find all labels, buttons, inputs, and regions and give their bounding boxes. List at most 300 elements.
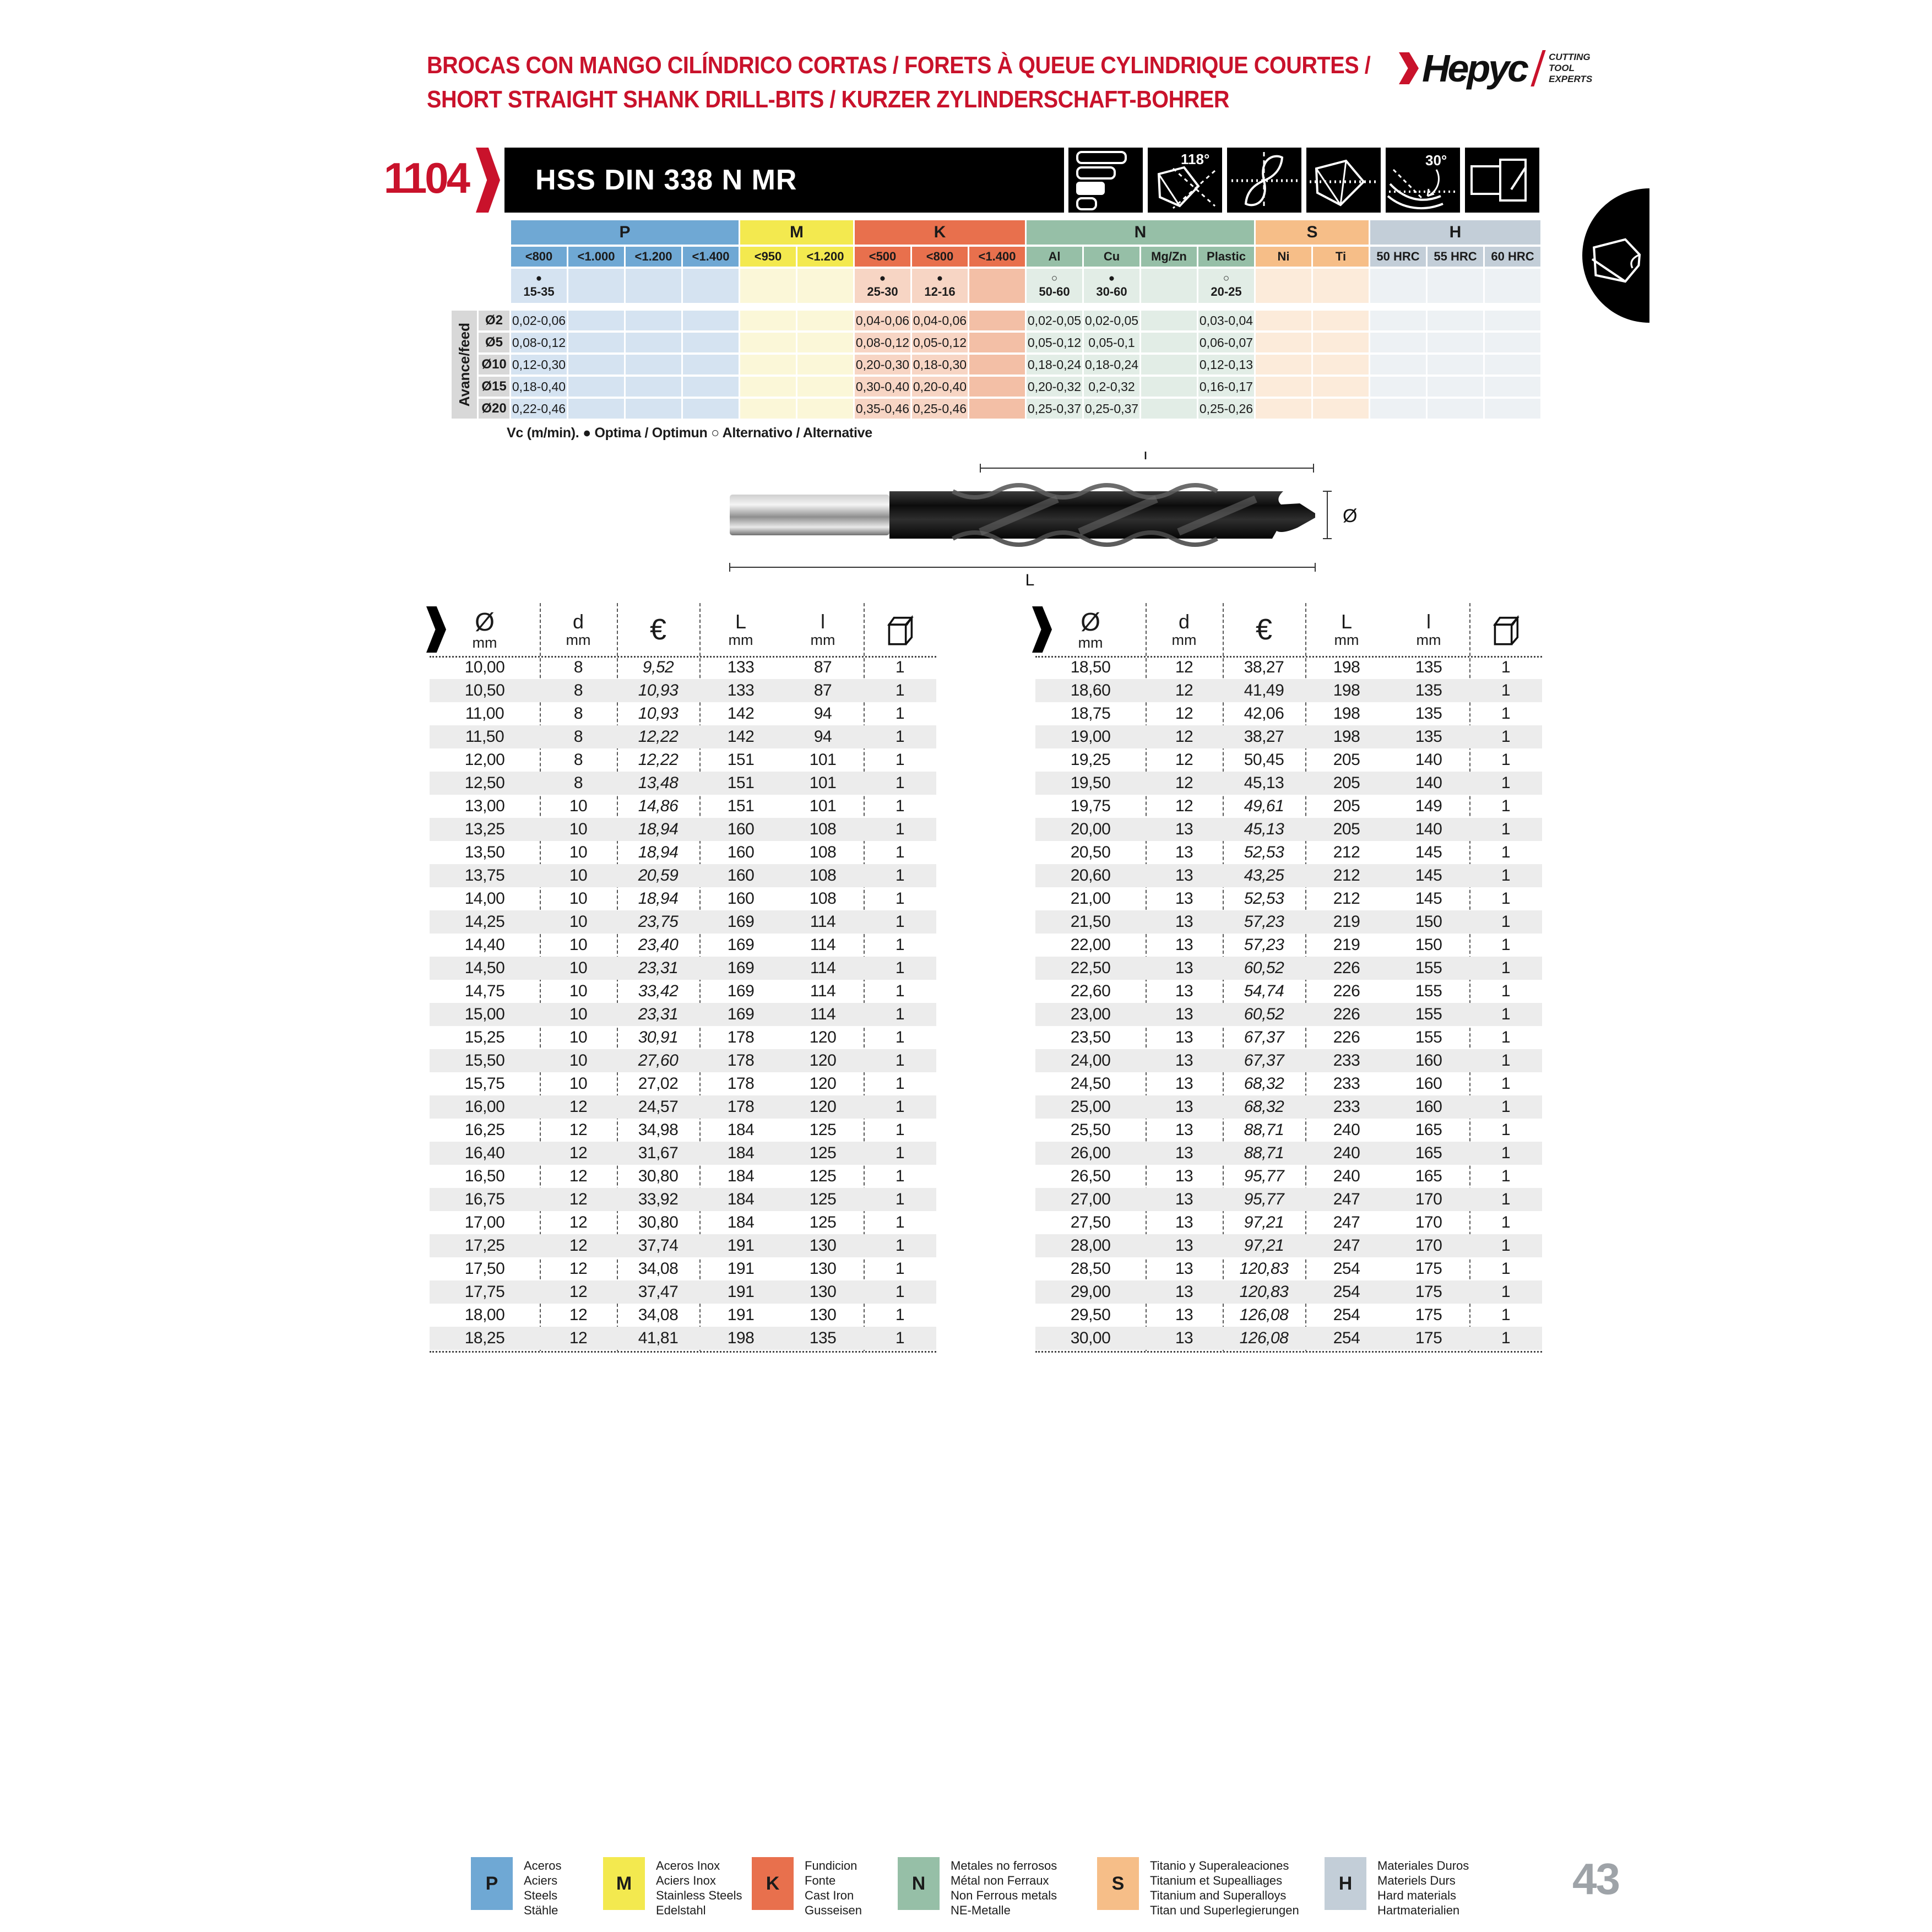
feed-cell: 0,06-0,07: [1198, 333, 1254, 352]
cell-pack-qty: 1: [895, 1144, 905, 1162]
cell-flute-length: 140: [1415, 774, 1442, 792]
cell-shank: 13: [1175, 982, 1193, 1000]
table-row: [430, 1049, 936, 1072]
table-row: [1035, 725, 1542, 748]
feed-cell: [1256, 377, 1311, 397]
feed-cell: [740, 333, 796, 352]
table-row: [430, 1211, 936, 1234]
cell-flute-length: 145: [1415, 866, 1442, 884]
cell-price: 23,75: [638, 913, 679, 931]
cell-flute-length: 140: [1415, 820, 1442, 838]
cell-total-length: 191: [727, 1260, 755, 1278]
cell-flute-length: 145: [1415, 889, 1442, 908]
feed-cell: [1428, 399, 1483, 419]
cell-price: 42,06: [1244, 704, 1284, 723]
feed-cell: [683, 333, 739, 352]
feed-cell: 0,05-0,12: [1027, 333, 1082, 352]
table-row: [1035, 934, 1542, 957]
feed-cell: [740, 311, 796, 330]
cell-flute-length: 101: [809, 751, 837, 769]
cell-flute-length: 165: [1415, 1121, 1442, 1139]
table-row: [430, 679, 936, 702]
feed-cell: [1485, 311, 1540, 330]
col-header-flute-length: l mm: [810, 610, 835, 648]
table-row: [1035, 1142, 1542, 1165]
cell-pack-qty: 1: [1501, 1260, 1511, 1278]
cell-price: 33,92: [638, 1190, 679, 1208]
feed-cell: 0,18-0,24: [1084, 355, 1139, 375]
cell-price: 68,32: [1244, 1074, 1284, 1093]
cell-pack-qty: 1: [895, 843, 905, 861]
material-name-line: Cast Iron: [805, 1888, 854, 1902]
cell-flute-length: 140: [1415, 751, 1442, 769]
cell-total-length: 142: [727, 728, 755, 746]
speed-col-N-Mg/Zn: Mg/Zn: [1141, 247, 1197, 267]
feed-cell: [1313, 311, 1369, 330]
cell-pack-qty: 1: [895, 1306, 905, 1324]
cell-price: 41,49: [1244, 681, 1284, 699]
cell-price: 23,40: [638, 936, 679, 954]
cell-flute-length: 130: [809, 1260, 837, 1278]
cell-total-length: 205: [1333, 774, 1360, 792]
cell-pack-qty: 1: [1501, 1028, 1511, 1046]
cell-diameter: 26,00: [1070, 1144, 1111, 1162]
cell-pack-qty: 1: [1501, 959, 1511, 977]
price-table-header: [1035, 603, 1542, 656]
brand-logo: [1399, 46, 1592, 90]
cell-total-length: 133: [727, 658, 755, 676]
feed-cell: [1485, 333, 1540, 352]
material-name-line: Titanium and Superalloys: [1150, 1888, 1287, 1902]
table-row: [430, 1003, 936, 1026]
cell-flute-length: 155: [1415, 1005, 1442, 1023]
cell-price: 50,45: [1244, 751, 1284, 769]
table-row: [1035, 795, 1542, 818]
table-row: [430, 887, 936, 910]
cell-price: 10,93: [638, 704, 679, 723]
drill-shank: [730, 495, 889, 535]
cell-pack-qty: 1: [895, 820, 905, 838]
cell-flute-length: 125: [809, 1213, 837, 1231]
col-header-shank: d mm: [566, 610, 591, 648]
cell-shank: 8: [573, 658, 583, 676]
feed-cell: 0,25-0,37: [1027, 399, 1082, 419]
cell-pack-qty: 1: [895, 1236, 905, 1255]
cell-shank: 13: [1175, 913, 1193, 931]
cell-pack-qty: 1: [895, 774, 905, 792]
cell-shank: 10: [569, 866, 588, 884]
cell-pack-qty: 1: [1501, 1121, 1511, 1139]
cell-diameter: 15,25: [464, 1028, 505, 1046]
brand-tagline: [1549, 52, 1592, 85]
vc-range: 30-60: [1096, 284, 1127, 299]
cell-flute-length: 125: [809, 1167, 837, 1185]
cell-total-length: 184: [727, 1190, 755, 1208]
cell-diameter: 11,00: [465, 704, 504, 723]
cell-flute-length: 170: [1415, 1236, 1442, 1255]
cell-pack-qty: 1: [895, 1190, 905, 1208]
cell-pack-qty: 1: [895, 1074, 905, 1093]
cell-price: 37,47: [638, 1283, 679, 1301]
feed-cell: [568, 355, 624, 375]
cell-price: 13,48: [638, 774, 679, 792]
cell-shank: 8: [573, 728, 583, 746]
feed-cell: [1428, 377, 1483, 397]
speed-col-M-<1.200: <1.200: [797, 247, 853, 267]
material-names: [524, 1857, 561, 1918]
vc-mark: ○: [1051, 272, 1058, 284]
cell-shank: 12: [1175, 658, 1193, 676]
cell-shank: 10: [569, 982, 588, 1000]
table-row: [430, 1188, 936, 1211]
table-row: [1035, 818, 1542, 841]
cell-flute-length: 155: [1415, 982, 1442, 1000]
cell-total-length: 198: [1333, 658, 1360, 676]
feed-cell: [969, 377, 1025, 397]
table-row: [1035, 1049, 1542, 1072]
cell-price: 67,37: [1244, 1051, 1284, 1070]
feed-cell: [1370, 355, 1426, 375]
cell-flute-length: 125: [809, 1190, 837, 1208]
cell-price: 27,02: [638, 1074, 679, 1093]
cell-price: 34,08: [638, 1260, 679, 1278]
vc-mark: ○: [1223, 272, 1230, 284]
cell-total-length: 184: [727, 1144, 755, 1162]
feed-cell: [797, 399, 853, 419]
cell-price: 95,77: [1244, 1190, 1284, 1208]
cell-pack-qty: 1: [1501, 1051, 1511, 1070]
cell-flute-length: 87: [813, 681, 832, 699]
vc-cell: [1141, 269, 1197, 303]
cell-shank: 12: [569, 1121, 588, 1139]
cell-total-length: 212: [1333, 889, 1360, 908]
cell-diameter: 19,50: [1070, 774, 1111, 792]
vc-cell: [912, 269, 968, 303]
cell-pack-qty: 1: [1501, 820, 1511, 838]
table-row: [430, 1280, 936, 1304]
cell-total-length: 212: [1333, 866, 1360, 884]
cell-total-length: 205: [1333, 820, 1360, 838]
cell-pack-qty: 1: [895, 658, 905, 676]
cell-price: 23,31: [638, 959, 679, 977]
speed-col-H-55 HRC: 55 HRC: [1428, 247, 1483, 267]
material-legend-M: [603, 1857, 742, 1918]
col-header-flute-length: l mm: [1416, 610, 1441, 648]
cell-shank: 8: [573, 681, 583, 699]
flute-length-label: l: [1143, 452, 1148, 463]
feed-cell: 0,25-0,26: [1198, 399, 1254, 419]
feed-cell: 0,02-0,05: [1084, 311, 1139, 330]
cell-diameter: 14,75: [464, 982, 505, 1000]
col-header-pack: [864, 612, 936, 647]
cell-total-length: 191: [727, 1236, 755, 1255]
page-title-line2: SHORT STRAIGHT SHANK DRILL-BITS / KURZER ZYLINDERSCHAFT-BOHRER: [427, 86, 1230, 113]
feed-cell: 0,08-0,12: [855, 333, 910, 352]
feed-cell: 0,30-0,40: [855, 377, 910, 397]
cell-pack-qty: 1: [1501, 1306, 1511, 1324]
cell-flute-length: 150: [1415, 936, 1442, 954]
feed-cell: [1141, 399, 1197, 419]
total-length-label: L: [1025, 571, 1035, 587]
cell-pack-qty: 1: [895, 1329, 905, 1347]
feed-cell: 0,20-0,32: [1027, 377, 1082, 397]
cell-shank: 13: [1175, 959, 1193, 977]
feed-row-label: Ø5: [479, 333, 509, 352]
table-row: [430, 1072, 936, 1095]
cell-shank: 13: [1175, 1144, 1193, 1162]
feed-cell: [797, 333, 853, 352]
cell-total-length: 169: [727, 1005, 755, 1023]
cell-total-length: 233: [1333, 1051, 1360, 1070]
feed-cell: [626, 377, 681, 397]
feed-cell: 0,02-0,06: [511, 311, 567, 330]
speed-col-P-<1.000: <1.000: [568, 247, 624, 267]
cell-flute-length: 114: [810, 982, 836, 1000]
cell-pack-qty: 1: [1501, 1098, 1511, 1116]
cell-diameter: 15,75: [464, 1074, 505, 1093]
table-row: [1035, 748, 1542, 772]
cell-price: 34,98: [638, 1121, 679, 1139]
speed-col-H-60 HRC: 60 HRC: [1485, 247, 1540, 267]
cell-shank: 13: [1175, 1329, 1193, 1347]
col-header-pack: [1469, 612, 1542, 647]
brand-tagline-line2: TOOL: [1549, 63, 1575, 73]
speed-col-N-Al: Al: [1027, 247, 1082, 267]
feed-cell: [626, 311, 681, 330]
material-group-N: N: [1027, 220, 1254, 245]
feed-cell: 0,20-0,40: [912, 377, 968, 397]
table-bottom-divider: [430, 1351, 936, 1353]
material-swatch-S: S: [1097, 1857, 1139, 1910]
cell-price: 67,37: [1244, 1028, 1284, 1046]
feed-cell: [1485, 377, 1540, 397]
table-row: [1035, 1211, 1542, 1234]
cell-diameter: 23,00: [1070, 1005, 1111, 1023]
cell-total-length: 205: [1333, 797, 1360, 815]
feed-cell: 0,02-0,05: [1027, 311, 1082, 330]
cell-diameter: 24,00: [1070, 1051, 1111, 1070]
material-name-line: Aceros Inox: [656, 1859, 720, 1873]
cell-flute-length: 101: [809, 797, 837, 815]
cell-shank: 13: [1175, 1260, 1193, 1278]
material-name-line: Titanio y Superaleaciones: [1150, 1859, 1289, 1873]
cell-flute-length: 120: [809, 1051, 837, 1070]
feed-cell: 0,20-0,30: [855, 355, 910, 375]
cell-diameter: 17,75: [464, 1283, 505, 1301]
feed-row-label: Ø2: [479, 311, 509, 330]
cell-shank: 10: [569, 1028, 588, 1046]
feed-cell: 0,04-0,06: [912, 311, 968, 330]
cell-flute-length: 114: [810, 936, 836, 954]
helix-angle-30-icon: [1386, 148, 1460, 213]
feed-axis-label: [452, 311, 477, 419]
feed-row-label: Ø15: [479, 377, 509, 397]
material-name-line: Materiales Duros: [1377, 1859, 1469, 1873]
cell-diameter: 19,75: [1070, 797, 1111, 815]
cell-flute-length: 114: [810, 913, 836, 931]
cell-flute-length: 165: [1415, 1144, 1442, 1162]
feed-axis-label-text: Avance/feed: [455, 322, 473, 407]
table-row: [430, 841, 936, 864]
cell-pack-qty: 1: [895, 1121, 905, 1139]
table-row: [430, 957, 936, 980]
table-row: [1035, 1327, 1542, 1350]
table-row: [1035, 1280, 1542, 1304]
cell-price: 38,27: [1244, 728, 1284, 746]
vc-cell: [969, 269, 1025, 303]
material-name-line: NE-Metalle: [951, 1903, 1011, 1917]
speed-col-H-50 HRC: 50 HRC: [1370, 247, 1426, 267]
cell-pack-qty: 1: [895, 1098, 905, 1116]
cell-shank: 12: [569, 1098, 588, 1116]
page-title: [427, 48, 1370, 117]
speed-col-P-<1.400: <1.400: [683, 247, 739, 267]
cell-pack-qty: 1: [895, 1028, 905, 1046]
cell-shank: 12: [1175, 728, 1193, 746]
cell-total-length: 151: [727, 751, 755, 769]
feed-cell: 0,03-0,04: [1198, 311, 1254, 330]
price-table-left: [430, 603, 936, 1356]
box-icon: [1488, 612, 1523, 647]
material-swatch-N: N: [898, 1857, 940, 1910]
table-row: [430, 1142, 936, 1165]
cell-total-length: 233: [1333, 1074, 1360, 1093]
cell-flute-length: 175: [1415, 1329, 1442, 1347]
feed-cell: [1256, 399, 1311, 419]
cell-shank: 12: [569, 1260, 588, 1278]
cell-diameter: 14,25: [464, 913, 505, 931]
cell-diameter: 18,00: [464, 1306, 505, 1324]
cell-price: 126,08: [1239, 1306, 1289, 1324]
cell-pack-qty: 1: [1501, 936, 1511, 954]
cell-pack-qty: 1: [895, 913, 905, 931]
table-row: [430, 748, 936, 772]
table-row: [430, 818, 936, 841]
cell-pack-qty: 1: [895, 982, 905, 1000]
cell-shank: 13: [1175, 1306, 1193, 1324]
brand-chevron-icon: [1399, 52, 1419, 84]
cell-shank: 10: [569, 959, 588, 977]
vc-cell: [683, 269, 739, 303]
cell-price: 68,32: [1244, 1098, 1284, 1116]
table-row: [1035, 887, 1542, 910]
speed-col-M-<950: <950: [740, 247, 796, 267]
cell-flute-length: 135: [1415, 728, 1442, 746]
vc-cell: [1370, 269, 1426, 303]
material-name-line: Titan und Superlegierungen: [1150, 1903, 1299, 1917]
vc-cell: [511, 269, 567, 303]
table-row: [430, 702, 936, 725]
cell-flute-length: 87: [813, 658, 832, 676]
cell-price: 23,31: [638, 1005, 679, 1023]
cell-shank: 10: [569, 820, 588, 838]
feed-cell: 0,12-0,13: [1198, 355, 1254, 375]
cell-total-length: 212: [1333, 843, 1360, 861]
cell-flute-length: 108: [809, 889, 837, 908]
cell-price: 126,08: [1239, 1329, 1289, 1347]
drill-figure: [721, 452, 1371, 589]
feed-cell: [740, 355, 796, 375]
feed-cell: [1141, 355, 1197, 375]
cell-diameter: 25,00: [1070, 1098, 1111, 1116]
edge-tab-drill-icon: [1586, 220, 1646, 291]
cell-diameter: 15,00: [464, 1005, 505, 1023]
cell-price: 57,23: [1244, 913, 1284, 931]
cell-price: 12,22: [638, 728, 679, 746]
cell-pack-qty: 1: [895, 797, 905, 815]
cell-flute-length: 160: [1415, 1098, 1442, 1116]
table-row: [1035, 1234, 1542, 1257]
cell-shank: 10: [569, 843, 588, 861]
cell-shank: 10: [569, 1051, 588, 1070]
cell-total-length: 169: [727, 913, 755, 931]
cell-flute-length: 108: [809, 820, 837, 838]
speed-col-K-<800: <800: [912, 247, 968, 267]
feed-cell: [740, 377, 796, 397]
vc-mark: ●: [879, 272, 886, 284]
material-name-line: Non Ferrous metals: [951, 1888, 1057, 1902]
cell-flute-length: 150: [1415, 913, 1442, 931]
cell-flute-length: 120: [809, 1074, 837, 1093]
feed-cell: [626, 399, 681, 419]
speed-col-P-<1.200: <1.200: [626, 247, 681, 267]
cell-flute-length: 130: [809, 1283, 837, 1301]
feed-cell: [626, 333, 681, 352]
cell-price: 49,61: [1244, 797, 1284, 815]
cell-shank: 8: [573, 751, 583, 769]
cell-flute-length: 120: [809, 1098, 837, 1116]
cell-flute-length: 101: [809, 774, 837, 792]
cell-total-length: 151: [727, 774, 755, 792]
cell-pack-qty: 1: [895, 751, 905, 769]
vc-cell: [1428, 269, 1483, 303]
cell-total-length: 219: [1333, 913, 1360, 931]
cell-price: 45,13: [1244, 820, 1284, 838]
cell-total-length: 226: [1333, 982, 1360, 1000]
cell-pack-qty: 1: [895, 681, 905, 699]
table-row: [1035, 1304, 1542, 1327]
cell-diameter: 29,50: [1070, 1306, 1111, 1324]
cell-flute-length: 135: [1415, 658, 1442, 676]
cell-diameter: 13,50: [464, 843, 505, 861]
cell-pack-qty: 1: [1501, 1236, 1511, 1255]
cell-total-length: 247: [1333, 1213, 1360, 1231]
cell-price: 18,94: [638, 843, 679, 861]
cell-shank: 10: [569, 797, 588, 815]
cell-diameter: 25,50: [1070, 1121, 1111, 1139]
cell-shank: 13: [1175, 1283, 1193, 1301]
cell-total-length: 226: [1333, 1028, 1360, 1046]
feed-cell: 0,2-0,32: [1084, 377, 1139, 397]
material-name-line: Metales no ferrosos: [951, 1859, 1057, 1873]
cell-flute-length: 160: [1415, 1051, 1442, 1070]
page-number: 43: [1572, 1854, 1619, 1903]
cell-pack-qty: 1: [1501, 889, 1511, 908]
feed-cell: [1428, 333, 1483, 352]
feed-cell: 0,25-0,46: [912, 399, 968, 419]
cell-diameter: 13,00: [464, 797, 505, 815]
cell-total-length: 233: [1333, 1098, 1360, 1116]
cell-pack-qty: 1: [1501, 751, 1511, 769]
cell-total-length: 160: [727, 866, 755, 884]
price-table-rows: [430, 656, 936, 1350]
vc-cell: [1256, 269, 1311, 303]
cell-pack-qty: 1: [1501, 1005, 1511, 1023]
feed-cell: [969, 333, 1025, 352]
table-row: [1035, 841, 1542, 864]
cell-shank: 12: [1175, 774, 1193, 792]
cell-diameter: 19,25: [1070, 751, 1111, 769]
